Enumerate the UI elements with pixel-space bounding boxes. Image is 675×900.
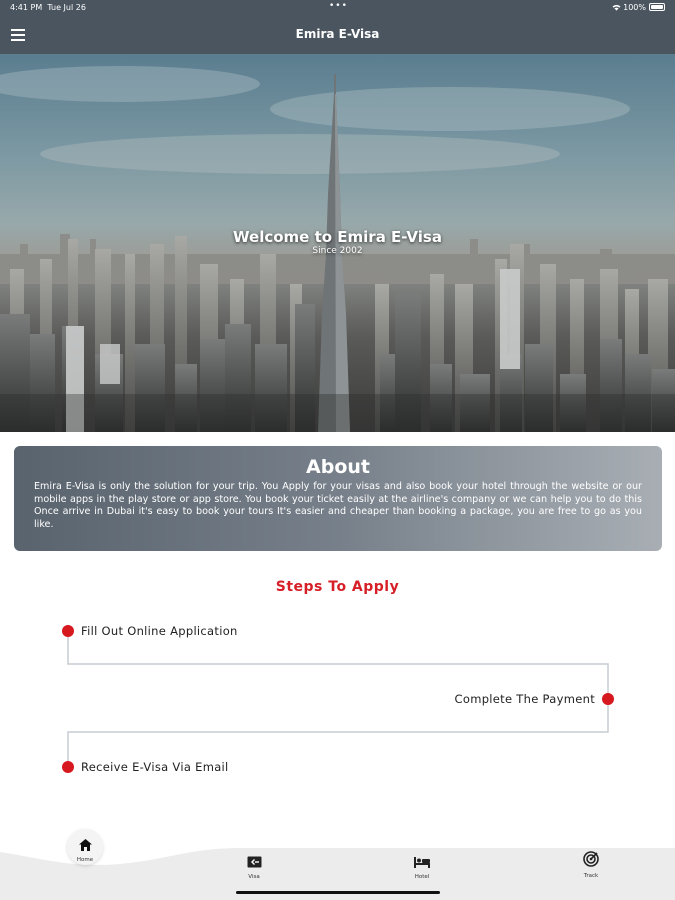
hero-title: Welcome to Emira E-Visa xyxy=(233,228,442,246)
app-bar xyxy=(0,16,675,54)
nav-hotel[interactable] xyxy=(402,853,442,880)
track-icon xyxy=(583,851,599,867)
hero-subtitle: Since 2002 xyxy=(312,246,363,256)
hero-banner xyxy=(0,54,675,432)
step-2-dot xyxy=(602,693,614,705)
visa-icon xyxy=(247,856,262,868)
nav-hotel-label: Hotel xyxy=(414,874,430,880)
nav-home[interactable] xyxy=(67,836,103,863)
nav-visa[interactable] xyxy=(234,853,274,880)
hotel-icon xyxy=(414,856,430,868)
step-3-label: Receive E-Visa Via Email xyxy=(81,760,229,774)
step-2-label: Complete The Payment xyxy=(454,692,595,706)
home-indicator-bar[interactable] xyxy=(236,891,440,894)
step-1-label: Fill Out Online Application xyxy=(81,624,238,638)
app-title: Emira E-Visa xyxy=(295,27,380,41)
battery-icon xyxy=(649,3,665,11)
hero-text xyxy=(0,228,675,256)
step-3-dot xyxy=(62,761,74,773)
nav-track[interactable] xyxy=(571,851,611,879)
about-title: About xyxy=(306,456,370,478)
about-card xyxy=(14,446,662,551)
nav-visa-label: Visa xyxy=(248,874,260,880)
status-right xyxy=(612,3,665,12)
multitask-dots-icon: ••• xyxy=(329,1,348,11)
battery-percent: 100% xyxy=(623,3,646,12)
steps-connector-line xyxy=(0,620,675,820)
steps-title: Steps To Apply xyxy=(275,579,400,595)
nav-track-label: Track xyxy=(583,873,599,879)
status-bar xyxy=(0,0,675,16)
about-text: Emira E-Visa is only the solution for your trip. You Apply for your visas and also book your hotel through the website or our mobile apps in the play store or app store. You book your ticket easily at the airline's company or we can help you to do this Once arrive in Dubai it's easy to book your tours It's easier and cheaper than booking a package, you are free to go as you like. xyxy=(34,481,642,530)
wifi-icon xyxy=(612,4,621,11)
status-time: 4:41 PM Tue Jul 26 xyxy=(10,3,86,12)
step-1-dot xyxy=(62,625,74,637)
nav-home-label: Home xyxy=(76,857,94,863)
home-icon xyxy=(79,839,92,851)
